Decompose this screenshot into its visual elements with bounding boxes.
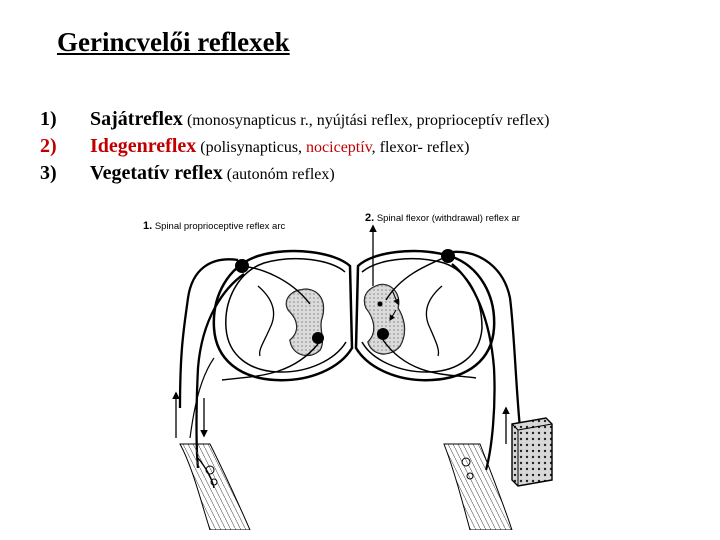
item-detail-highlight: nociceptív (306, 139, 372, 156)
item-name: Idegenreflex (90, 135, 197, 157)
right-panel-text: Spinal flexor (withdrawal) reflex ar (376, 213, 520, 224)
left-muscle-fibers (180, 444, 250, 530)
item-detail: (monosynapticus r., nyújtási reflex, proprioceptív reflex) (186, 112, 550, 129)
item-number: 1) (40, 108, 57, 130)
left-spinal-cord (176, 251, 352, 468)
reflex-list (40, 106, 550, 187)
item-detail: (polisynapticus, (200, 139, 307, 156)
item-name: Sajátreflex (90, 108, 183, 130)
reflex-arc-figure (140, 208, 590, 530)
item-name: Vegetatív reflex (90, 162, 223, 184)
right-panel-number: 2. (365, 212, 375, 224)
item-number: 2) (40, 135, 57, 157)
right-spinal-cord (356, 226, 520, 470)
slide-title: Gerincvelői reflexek (57, 27, 290, 57)
item-detail: (autonóm reflex) (226, 166, 335, 183)
left-panel-text: Spinal proprioceptive reflex arc (154, 221, 286, 232)
right-panel-label (365, 212, 520, 224)
list-item-1 (40, 106, 550, 133)
list-item-2 (40, 133, 550, 160)
left-panel-label (143, 220, 285, 232)
skin-receptor-block (512, 418, 552, 486)
list-item-3 (40, 160, 550, 187)
item-number: 3) (40, 162, 57, 184)
left-panel-number: 1. (143, 220, 153, 232)
item-detail-end: , flexor- reflex) (371, 139, 470, 156)
right-muscle-fibers (444, 444, 512, 530)
reflex-arc-diagram (140, 208, 590, 530)
